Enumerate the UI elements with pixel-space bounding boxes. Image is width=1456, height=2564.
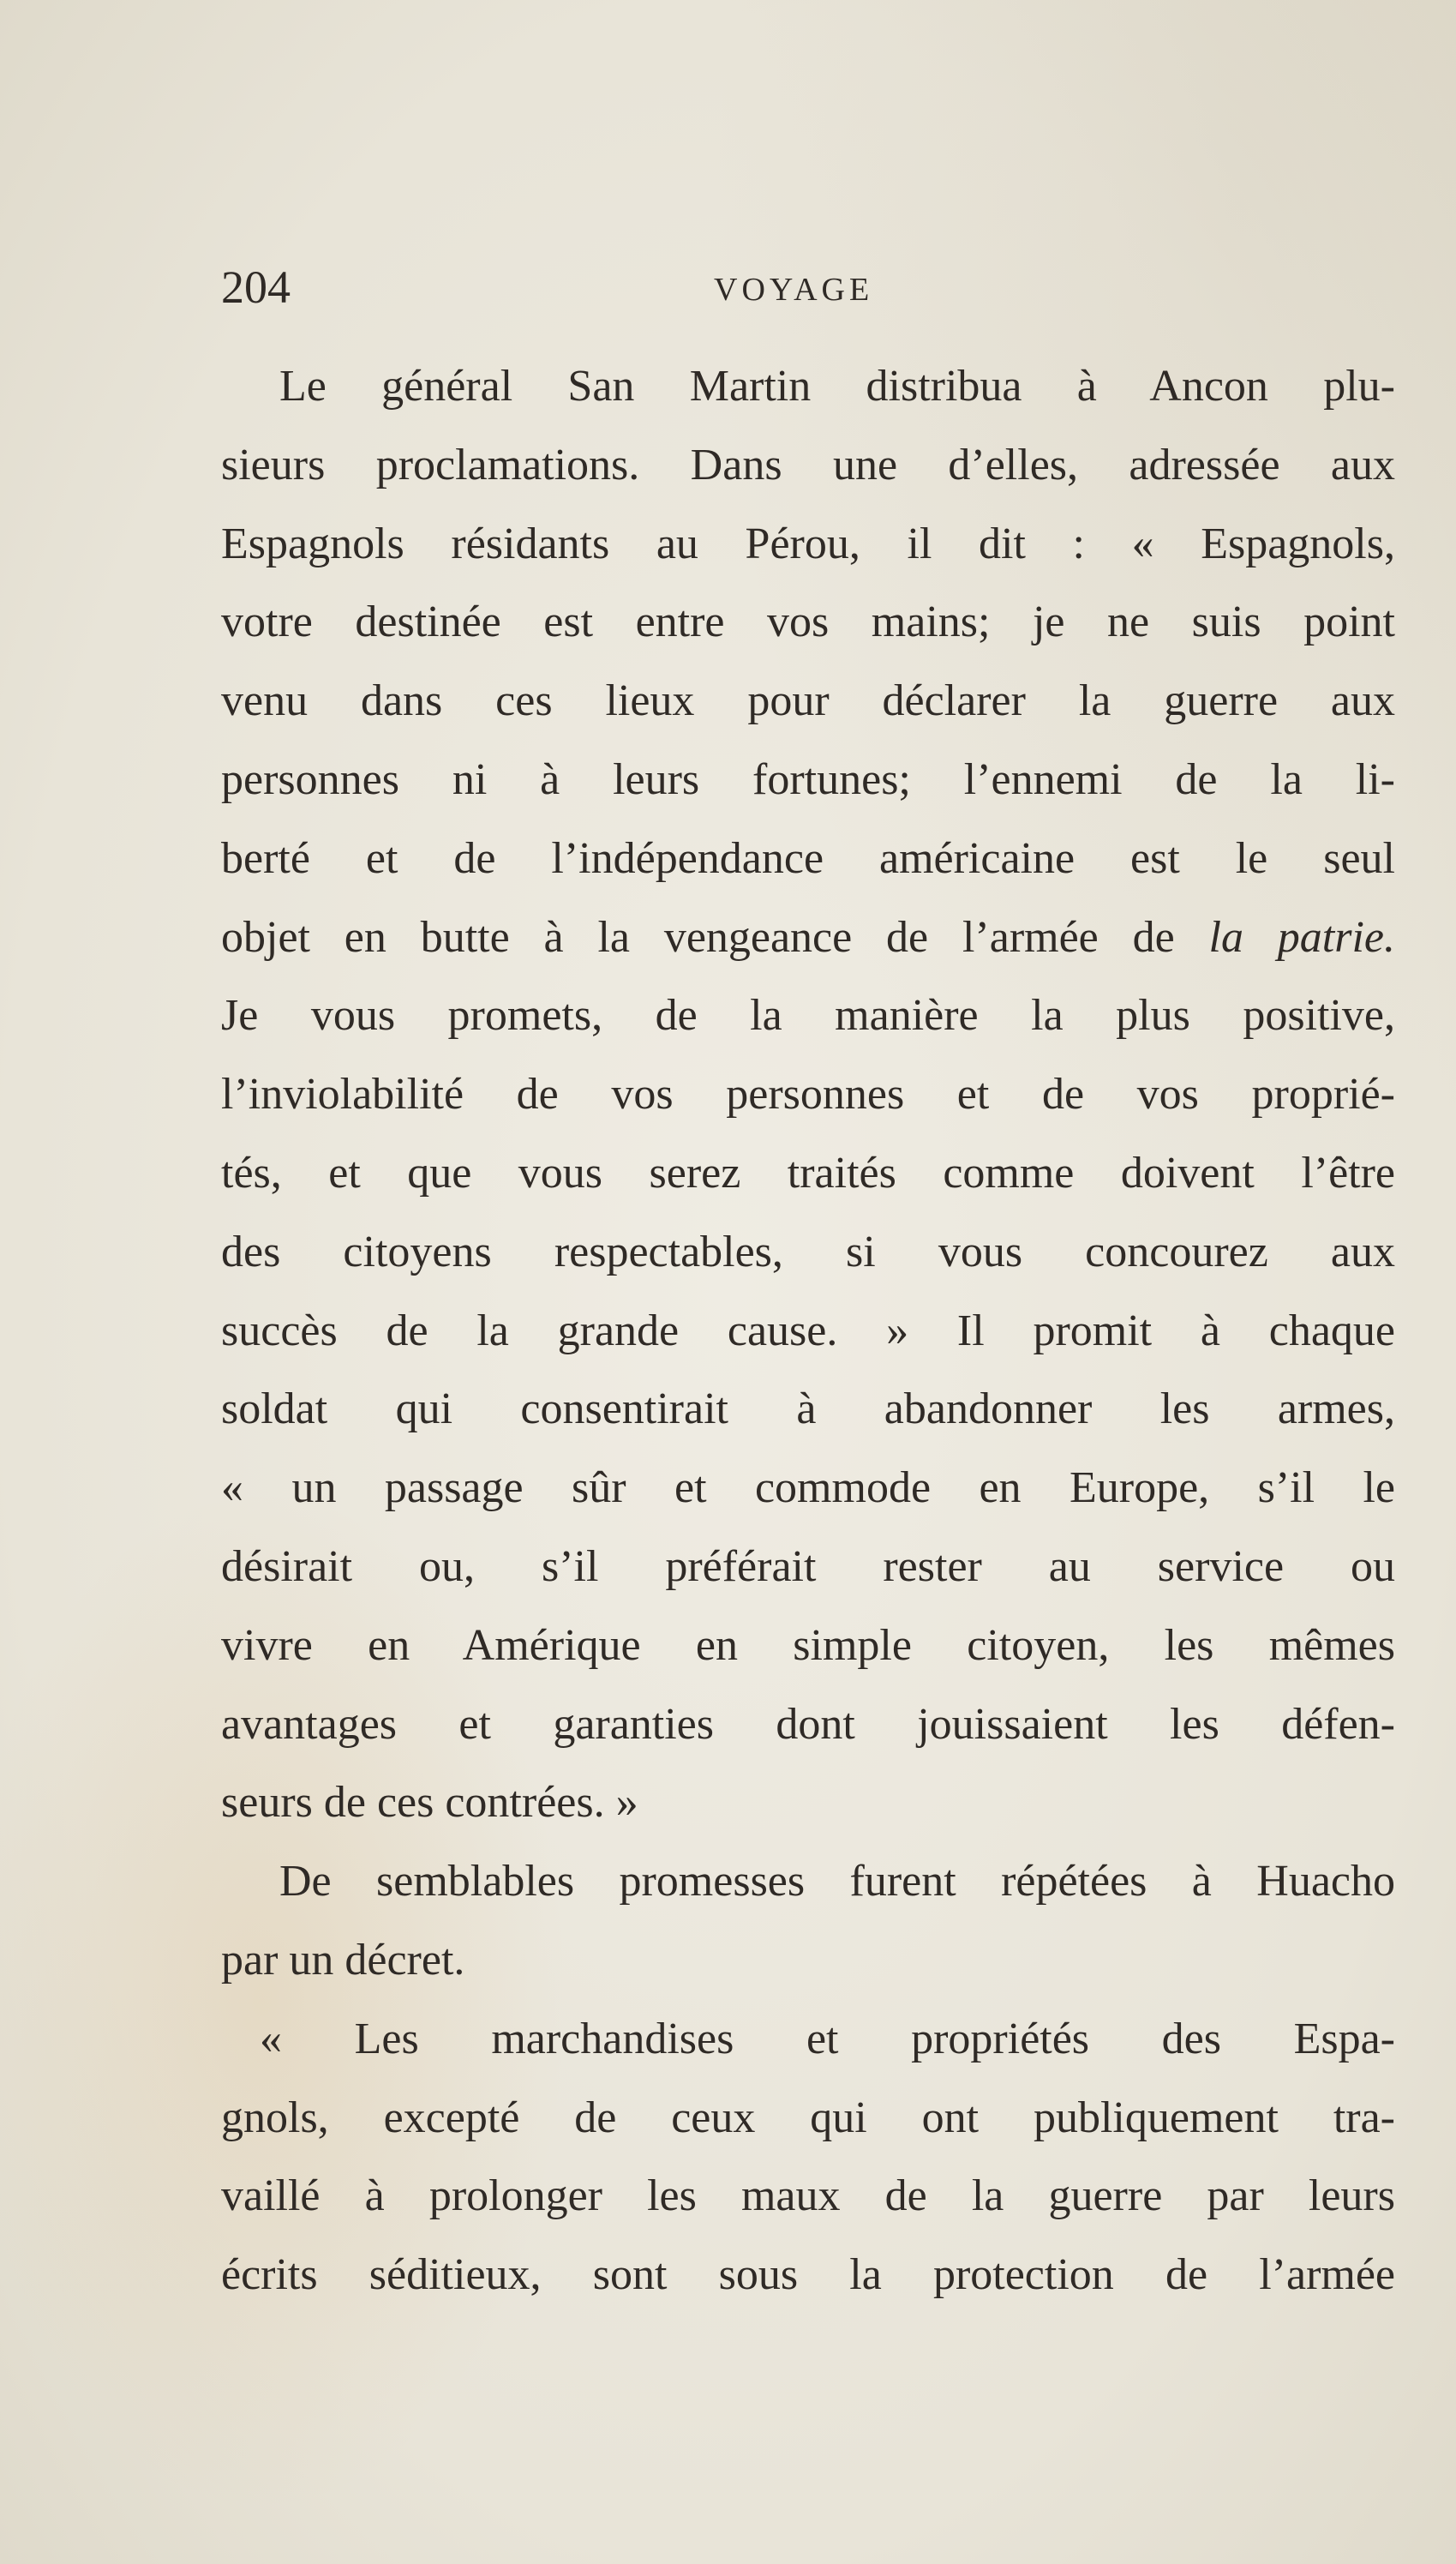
text-line: sieurs proclamations. Dans une d’elles, adressée aux (221, 440, 1395, 489)
text-line: personnes ni à leurs fortunes; l’ennemi de la li- (221, 754, 1395, 804)
running-head: VOYAGE (714, 272, 874, 308)
text-line: « un passage sûr et commode en Europe, s’il le (221, 1463, 1395, 1513)
text-line: des citoyens respectables, si vous concourez aux (221, 1227, 1395, 1276)
text-line: soldat qui consentirait à abandonner les armes, (221, 1384, 1395, 1434)
text-line: De semblables promesses furent répétées à Huacho (279, 1857, 1395, 1906)
text-line: berté et de l’indépendance américaine est le seul (221, 833, 1395, 883)
page-number: 204 (221, 261, 291, 313)
italic-phrase: la patrie. (1208, 912, 1395, 962)
text-line: Espagnols résidants au Pérou, il dit : « Espagnols, (221, 519, 1395, 568)
text-line: Le général San Martin distribua à Ancon plu- (279, 362, 1395, 411)
text-line: seurs de ces contrées. » (221, 1778, 638, 1828)
body-text (221, 347, 1395, 2315)
page-header (221, 257, 1395, 317)
text-line: votre destinée est entre vos mains; je ne suis point (221, 597, 1395, 647)
text-line: vaillé à prolonger les maux de la guerre par leurs (221, 2171, 1395, 2221)
text-line: avantages et garanties dont jouissaient les défen- (221, 1699, 1395, 1749)
text-line: « Les marchandises et propriétés des Espa- (260, 2014, 1395, 2063)
text-line: par un décret. (221, 1935, 465, 1985)
text-line: écrits séditieux, sont sous la protection de l’armée (221, 2250, 1395, 2300)
text-line: désirait ou, s’il préférait rester au service ou (221, 1541, 1395, 1591)
text-line: succès de la grande cause. » Il promit à chaque (221, 1306, 1395, 1355)
text-line: Je vous promets, de la manière la plus positive, (221, 991, 1395, 1041)
text-segment: objet en butte à la vengeance de l’armée de (221, 912, 1175, 962)
text-line: tés, et que vous serez traités comme doivent l’être (221, 1148, 1395, 1198)
text-line: l’inviolabilité de vos personnes et de vos proprié- (221, 1070, 1395, 1120)
text-line: vivre en Amérique en simple citoyen, les mêmes (221, 1620, 1395, 1670)
text-line: venu dans ces lieux pour déclarer la guerre aux (221, 676, 1395, 726)
text-line-with-emphasis (221, 898, 1395, 977)
text-line: gnols, excepté de ceux qui ont publiquement tra- (221, 2093, 1395, 2142)
